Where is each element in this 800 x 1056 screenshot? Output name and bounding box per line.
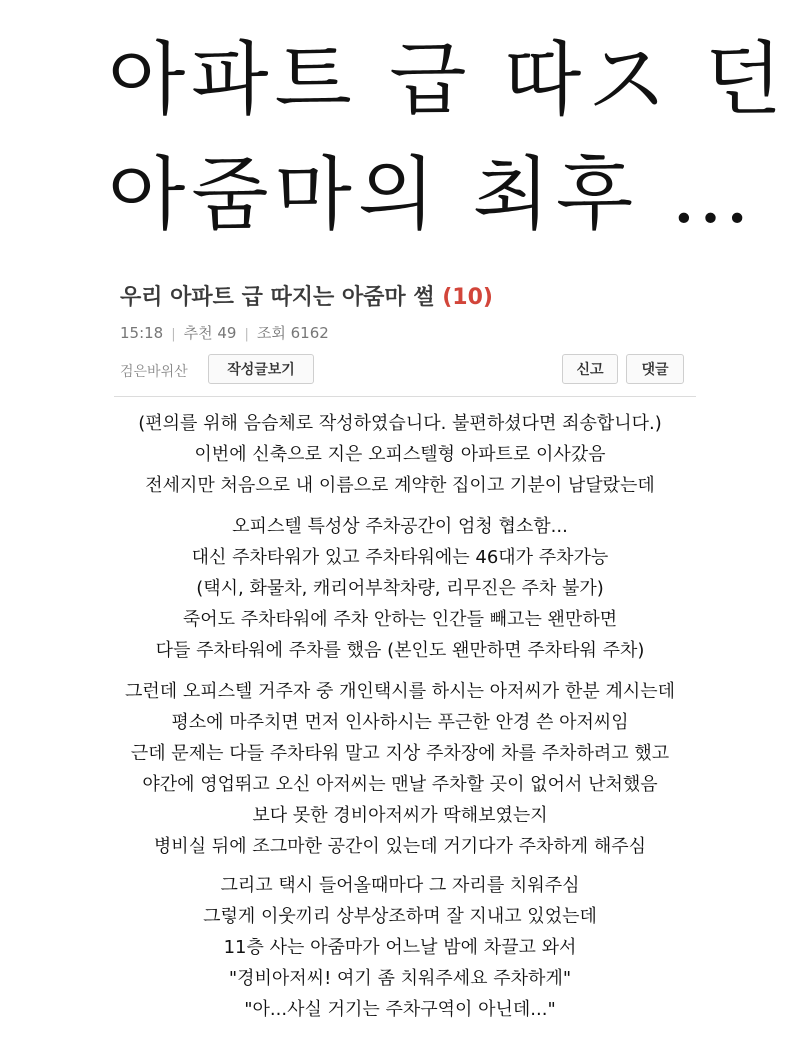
author-name[interactable]: 검은바위산 <box>120 364 188 380</box>
body-line: (편의를 위해 음슴체로 작성하였습니다. 불편하셨다면 죄송합니다.) <box>138 413 662 434</box>
view-count: 조회 6162 <box>256 324 329 342</box>
body-line: 그런데 오피스텔 거주자 중 개인택시를 하시는 아저씨가 한분 계시는데 <box>124 681 676 702</box>
body-line: 근데 문제는 다들 주차타워 말고 지상 주차장에 차를 주차하려고 했고 <box>130 743 670 764</box>
body-line: 전세지만 처음으로 내 이름으로 계약한 집이고 기분이 남달랐는데 <box>145 475 655 496</box>
body-line: 그렇게 이웃끼리 상부상조하며 잘 지내고 있었는데 <box>203 906 597 927</box>
body-line: 보다 못한 경비아저씨가 딱해보였는지 <box>252 805 548 826</box>
recommend-count: 추천 49 <box>183 324 237 342</box>
body-line: 이번에 신축으로 지은 오피스텔형 아파트로 이사갔음 <box>194 444 606 465</box>
post-time: 15:18 <box>120 324 164 342</box>
body-line: (택시, 화물차, 캐리어부착차량, 리무진은 주차 불가) <box>196 578 604 599</box>
paragraph <box>0 676 800 862</box>
meta-separator: | <box>171 327 176 342</box>
body-line: 다들 주차타워에 주차를 했음 (본인도 왠만하면 주차타워 주차) <box>155 640 645 661</box>
body-line: 병비실 뒤에 조그마한 공간이 있는데 거기다가 주차하게 해주심 <box>153 836 647 857</box>
view-posts-button[interactable]: 작성글보기 <box>208 354 314 384</box>
body-line: 야간에 영업뛰고 오신 아저씨는 맨날 주차할 곳이 없어서 난처했음 <box>142 774 658 795</box>
headline-line-1: 아파트 급 따ス 던 <box>108 33 788 126</box>
comment-button[interactable]: 댓글 <box>626 354 684 384</box>
paragraph <box>0 870 800 1025</box>
headline-line-2: 아줌마의 최후 … <box>108 148 757 241</box>
post-title-text: 우리 아파트 급 따지는 아줌마 썰 <box>120 285 435 310</box>
body-line: 대신 주차타워가 있고 주차타워에는 46대가 주차가능 <box>191 547 609 568</box>
body-line: 11층 사는 아줌마가 어느날 밤에 차끌고 와서 <box>223 937 577 958</box>
body-line: 그리고 택시 들어올때마다 그 자리를 치워주심 <box>220 875 580 896</box>
post-meta <box>120 322 329 343</box>
post-body <box>0 408 800 1035</box>
body-line: "경비아저씨! 여기 좀 치워주세요 주차하게" <box>228 968 572 989</box>
body-line: 죽어도 주차타워에 주차 안하는 인간들 빼고는 왠만하면 <box>182 609 618 630</box>
body-line: "아...사실 거기는 주차구역이 아닌데..." <box>244 999 556 1020</box>
report-button[interactable]: 신고 <box>562 354 618 384</box>
author-row <box>120 354 690 386</box>
post-title[interactable] <box>120 280 493 311</box>
paragraph <box>0 408 800 501</box>
divider <box>114 396 696 397</box>
paragraph <box>0 511 800 666</box>
body-line: 평소에 마주치면 먼저 인사하시는 푸근한 안경 쓴 아저씨임 <box>171 712 629 733</box>
meta-separator: | <box>244 327 249 342</box>
comment-count: (10) <box>442 285 493 310</box>
body-line: 오피스텔 특성상 주차공간이 엄청 협소함... <box>232 516 568 537</box>
